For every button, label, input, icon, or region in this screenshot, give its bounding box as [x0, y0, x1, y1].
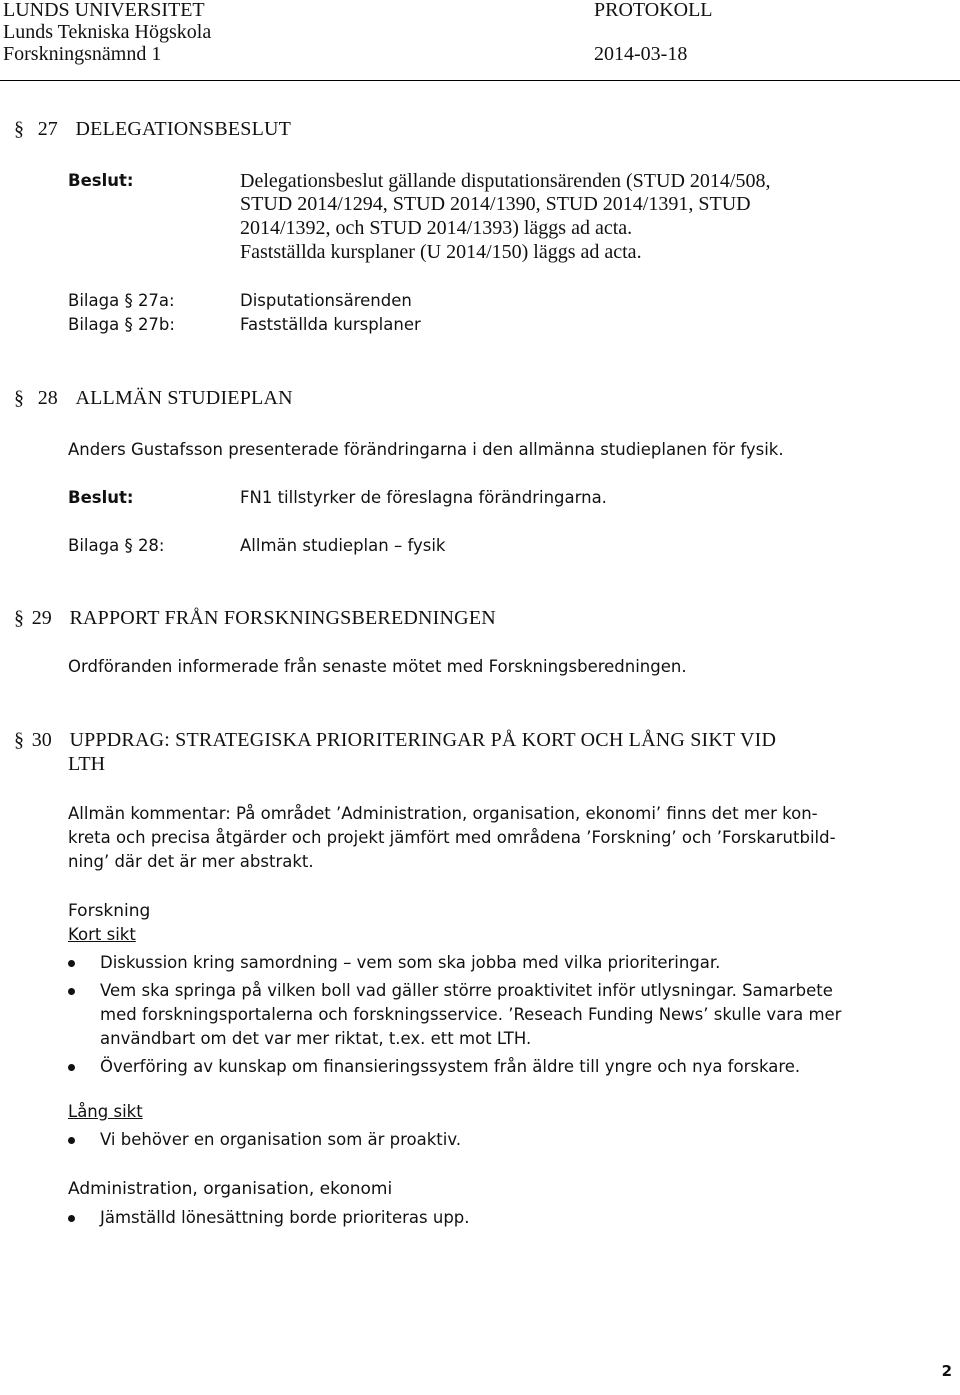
lang-sikt-heading: Lång sikt [68, 1102, 143, 1121]
bullet-icon [68, 1137, 75, 1144]
section-symbol: § [124, 291, 133, 310]
forskning-heading: Forskning [68, 901, 151, 921]
header-doc-type: PROTOKOLL [594, 0, 713, 21]
section-symbol: § [14, 607, 24, 629]
bullet-icon [68, 1064, 75, 1071]
s28-bilaga-text: Allmän studieplan – fysik [240, 536, 446, 555]
list-item-text: användbart om det var mer riktat, t.ex. ett mot LTH. [100, 1029, 532, 1048]
section-symbol: § [14, 118, 24, 140]
section-28-heading [14, 385, 293, 412]
s27-beslut-line: 2014/1392, och STUD 2014/1393) läggs ad acta. [240, 217, 633, 239]
bullet-icon [68, 1215, 75, 1222]
s27-beslut-line: Fastställda kursplaner (U 2014/150) läggs ad acta. [240, 241, 642, 263]
s29-text: Ordföranden informerade från senaste mötet med Forskningsberedningen. [68, 657, 687, 676]
bilaga-number: 27b: [137, 315, 175, 334]
header-university: LUNDS UNIVERSITET [3, 0, 205, 21]
bullet-icon [68, 960, 75, 967]
section-number: 27 [37, 118, 58, 140]
bilaga-word: Bilaga [68, 536, 120, 555]
section-number: 28 [37, 387, 58, 409]
list-item-text: Vem ska springa på vilken boll vad gäller större proaktivitet inför utlysningar. Samarbete [100, 981, 833, 1000]
s30-comment-line: Allmän kommentar: På området ’Administration, organisation, ekonomi’ finns det mer kon- [68, 804, 818, 823]
section-number: 30 [31, 729, 52, 751]
s28-bilaga-label [68, 534, 165, 558]
list-item-text: Diskussion kring samordning – vem som ska jobba med vilka prioriteringar. [100, 953, 721, 972]
section-symbol: § [124, 536, 133, 555]
s27-bilaga-b-text: Fastställda kursplaner [240, 315, 421, 334]
bilaga-word: Bilaga [68, 291, 120, 310]
bilaga-number: 28: [137, 536, 165, 555]
section-27-heading [14, 116, 291, 143]
list-item-text: Vi behöver en organisation som är proaktiv. [100, 1130, 462, 1149]
header-divider [0, 80, 960, 81]
list-item-text: Överföring av kunskap om finansieringssystem från äldre till yngre och nya forskare. [100, 1057, 801, 1076]
s27-beslut-label: Beslut: [68, 171, 134, 190]
s27-beslut-line: Delegationsbeslut gällande disputationsärenden (STUD 2014/508, [240, 170, 771, 192]
section-title: UPPDRAG: STRATEGISKA PRIORITERINGAR PÅ KORT OCH LÅNG SIKT VID [69, 729, 777, 751]
section-symbol: § [14, 729, 24, 751]
kort-sikt-heading: Kort sikt [68, 925, 136, 944]
bilaga-word: Bilaga [68, 315, 120, 334]
s27-beslut-line: STUD 2014/1294, STUD 2014/1390, STUD 2014/1391, STUD [240, 193, 751, 215]
header-date: 2014-03-18 [594, 43, 688, 65]
section-29-heading [14, 605, 496, 632]
section-title-continued: LTH [68, 753, 106, 775]
bullet-icon [68, 988, 75, 995]
list-item-text: med forskningsportalerna och forskningsservice. ’Reseach Funding News’ skulle vara mer [100, 1005, 842, 1024]
s28-beslut-label: Beslut: [68, 488, 134, 507]
list-item-text: Jämställd lönesättning borde prioriteras upp. [100, 1208, 470, 1227]
bilaga-number: 27a: [137, 291, 175, 310]
s28-intro: Anders Gustafsson presenterade förändringarna i den allmänna studieplanen för fysik. [68, 440, 784, 459]
page-number: 2 [941, 1362, 952, 1380]
s27-bilaga-a-label [68, 289, 175, 313]
s27-bilaga-b-label [68, 313, 175, 337]
s30-comment-line: ning’ där det är mer abstrakt. [68, 852, 314, 871]
s30-comment-line: kreta och precisa åtgärder och projekt jämfört med områdena ’Forskning’ och ’Forskarutbild- [68, 828, 836, 847]
s27-bilaga-a-text: Disputationsärenden [240, 291, 412, 310]
s28-beslut-text: FN1 tillstyrker de föreslagna förändringarna. [240, 488, 607, 507]
header-faculty: Lunds Tekniska Högskola [3, 21, 212, 43]
header-committee: Forskningsnämnd 1 [3, 43, 162, 65]
section-30-heading [14, 727, 776, 754]
section-symbol: § [14, 387, 24, 409]
section-title: RAPPORT FRÅN FORSKNINGSBEREDNINGEN [69, 607, 496, 629]
section-title: DELEGATIONSBESLUT [75, 118, 292, 140]
section-symbol: § [124, 315, 133, 334]
section-number: 29 [31, 607, 52, 629]
admin-heading: Administration, organisation, ekonomi [68, 1179, 393, 1199]
section-title: ALLMÄN STUDIEPLAN [75, 387, 293, 409]
